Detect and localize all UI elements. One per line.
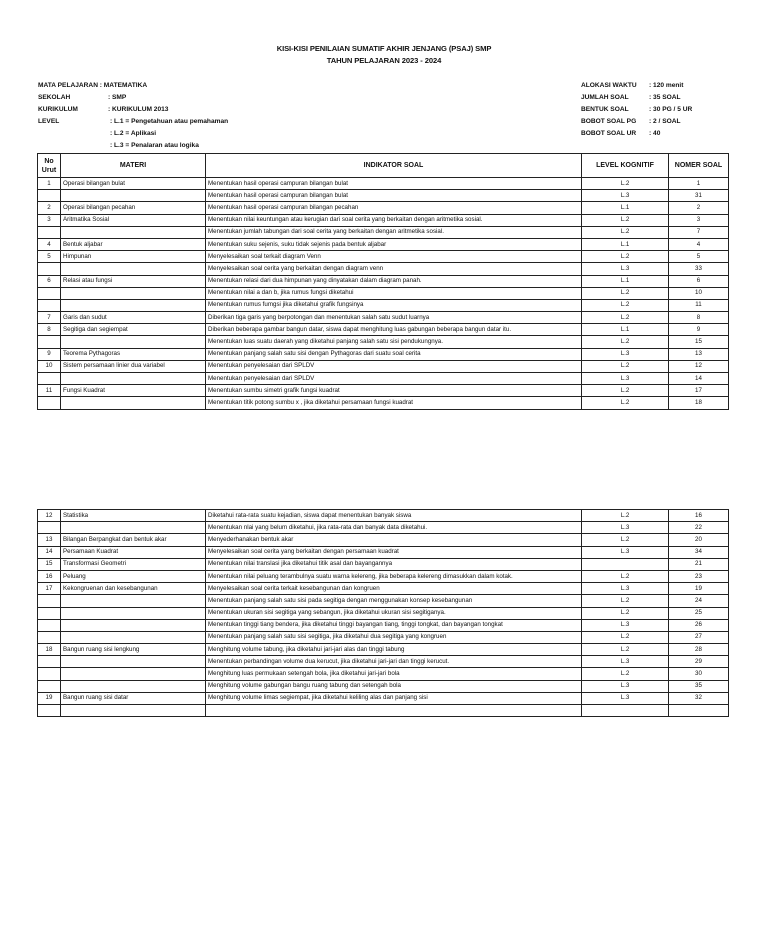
row-indikator: Menentukan hasil operasi campuran bilangan pecahan [206, 202, 582, 214]
row-nomer-soal: 11 [669, 299, 729, 311]
sekolah-label: SEKOLAH [38, 94, 71, 101]
row-number [38, 656, 61, 668]
table-row [38, 619, 729, 631]
table-row [38, 385, 729, 397]
jumlah-soal-label: JUMLAH SOAL [581, 94, 629, 101]
row-number: 6 [38, 275, 61, 287]
row-nomer-soal: 34 [669, 546, 729, 558]
row-number [38, 190, 61, 202]
row-indikator: Menyelesaikan soal cerita terkait kesebangunan dan kongruen [206, 583, 582, 595]
table-1-body [38, 178, 729, 410]
row-nomer-soal: 31 [669, 190, 729, 202]
row-materi [61, 668, 206, 680]
table-row [38, 680, 729, 692]
row-level: L.2 [582, 534, 669, 546]
row-materi: Transformasi Geometri [61, 558, 206, 570]
row-materi: Persamaan Kuadrat [61, 546, 206, 558]
row-nomer-soal: 21 [669, 558, 729, 570]
table-row [38, 631, 729, 643]
row-materi [61, 607, 206, 619]
kisi-kisi-table-2 [37, 509, 729, 717]
row-level: L.2 [582, 226, 669, 238]
table-row [38, 373, 729, 385]
row-nomer-soal: 16 [669, 510, 729, 522]
row-number [38, 299, 61, 311]
row-indikator [206, 705, 582, 717]
row-level: L.3 [582, 348, 669, 360]
table-row [38, 522, 729, 534]
table-2-body [38, 510, 729, 717]
row-materi [61, 522, 206, 534]
row-nomer-soal: 15 [669, 336, 729, 348]
row-level: L.2 [582, 299, 669, 311]
row-materi: Bangun ruang sisi datar [61, 692, 206, 704]
row-nomer-soal: 10 [669, 287, 729, 299]
table-row [38, 570, 729, 582]
row-indikator: Menentukan hasil operasi campuran bilangan bulat [206, 178, 582, 190]
row-indikator: Menentukan panjang salah satu sisi pada segitiga dengan menggunakan konsep kesebangunan [206, 595, 582, 607]
row-number: 2 [38, 202, 61, 214]
row-number [38, 705, 61, 717]
row-nomer-soal: 18 [669, 397, 729, 409]
table-row [38, 692, 729, 704]
row-materi: Himpunan [61, 251, 206, 263]
table-row [38, 178, 729, 190]
row-materi [61, 190, 206, 202]
bentuk-soal-label: BENTUK SOAL [581, 106, 629, 113]
row-nomer-soal: 28 [669, 644, 729, 656]
row-materi [61, 226, 206, 238]
row-level: L.2 [582, 251, 669, 263]
row-indikator: Diberikan beberapa gambar bangun datar, siswa dapat menghitung luas gabungan beberapa bangun datar itu. [206, 324, 582, 336]
bobot-pg-label: BOBOT SOAL PG [581, 118, 637, 125]
table-row [38, 299, 729, 311]
row-indikator: Menentukan nlai yang belum diketahui, jika rata-rata dan banyak data diketahui. [206, 522, 582, 534]
kurikulum-value: : KURIKULUM 2013 [108, 106, 169, 113]
table-row [38, 668, 729, 680]
row-indikator: Menentukan ukuran sisi segitiga yang sebangun, jika diketahui ukuran sisi segitiganya. [206, 607, 582, 619]
table-row [38, 238, 729, 250]
row-level: L.2 [582, 570, 669, 582]
row-indikator: Menentukan nilai a dan b, jika rumus fungsi diketahui [206, 287, 582, 299]
table-row [38, 510, 729, 522]
row-indikator: Diketahui rata-rata suatu kejadian, siswa dapat menentukan banyak siswa [206, 510, 582, 522]
row-materi [61, 619, 206, 631]
row-number [38, 373, 61, 385]
row-indikator: Menentukan jumlah tabungan dari soal cerita yang berkaitan dengan aritmetika sosial. [206, 226, 582, 238]
row-level: L.2 [582, 312, 669, 324]
row-nomer-soal: 8 [669, 312, 729, 324]
row-level: L.3 [582, 190, 669, 202]
table-row [38, 583, 729, 595]
row-nomer-soal: 4 [669, 238, 729, 250]
row-indikator: Menentukan luas suatu daerah yang diketahui panjang salah satu sisi pendukungnya. [206, 336, 582, 348]
table-row [38, 263, 729, 275]
table-row [38, 607, 729, 619]
row-level: L.2 [582, 385, 669, 397]
row-level: L.3 [582, 692, 669, 704]
row-indikator: Menghitung volume gabungan bangu ruang tabung dan setengah bola [206, 680, 582, 692]
row-nomer-soal: 33 [669, 263, 729, 275]
row-materi: Operasi bilangan pecahan [61, 202, 206, 214]
row-level: L.2 [582, 668, 669, 680]
table-row [38, 324, 729, 336]
row-level: L.1 [582, 202, 669, 214]
row-nomer-soal: 27 [669, 631, 729, 643]
row-materi [61, 299, 206, 311]
row-nomer-soal: 20 [669, 534, 729, 546]
level-1-description: : L.1 = Pengetahuan atau pemahaman [110, 118, 229, 125]
row-nomer-soal: 3 [669, 214, 729, 226]
row-level: L.3 [582, 619, 669, 631]
col-header-level: LEVEL KOGNITIF [582, 154, 669, 178]
row-materi: Aritmatika Sosial [61, 214, 206, 226]
row-level: L.1 [582, 324, 669, 336]
row-level: L.2 [582, 644, 669, 656]
row-nomer-soal [669, 705, 729, 717]
row-number [38, 397, 61, 409]
table-row [38, 656, 729, 668]
row-number [38, 607, 61, 619]
table-row [38, 595, 729, 607]
table-header-row [38, 154, 729, 178]
row-number: 7 [38, 312, 61, 324]
row-indikator: Menyelesaikan soal cerita yang berkaitan dengan persamaan kuadrat [206, 546, 582, 558]
row-indikator: Menentukan penyelesaian dari SPLDV [206, 373, 582, 385]
row-materi: Teorema Pythagoras [61, 348, 206, 360]
row-number [38, 631, 61, 643]
alokasi-waktu-label: ALOKASI WAKTU [581, 82, 637, 89]
row-number [38, 336, 61, 348]
table-row [38, 644, 729, 656]
row-level: L.2 [582, 397, 669, 409]
row-number: 13 [38, 534, 61, 546]
row-number: 12 [38, 510, 61, 522]
row-level: L.3 [582, 263, 669, 275]
row-materi: Bangun ruang sisi lengkung [61, 644, 206, 656]
row-materi: Kekongruenan dan kesebangunan [61, 583, 206, 595]
row-level: L.3 [582, 373, 669, 385]
row-nomer-soal: 35 [669, 680, 729, 692]
level-3-description: : L.3 = Penalaran atau logika [110, 142, 199, 149]
row-nomer-soal: 19 [669, 583, 729, 595]
table-row [38, 251, 729, 263]
row-materi [61, 595, 206, 607]
row-materi [61, 705, 206, 717]
row-materi: Fungsi Kuadrat [61, 385, 206, 397]
row-level: L.2 [582, 178, 669, 190]
row-indikator: Menentukan perbandingan volume dua kerucut, jika diketahui jari-jari dan tinggi kerucut. [206, 656, 582, 668]
document-subtitle: TAHUN PELAJARAN 2023 - 2024 [326, 56, 442, 65]
row-indikator: Menentukan suku sejenis, suku tidak sejenis pada bentuk aljabar [206, 238, 582, 250]
col-header-nomer: NOMER SOAL [669, 154, 729, 178]
table-row [38, 202, 729, 214]
row-nomer-soal: 5 [669, 251, 729, 263]
row-level: L.1 [582, 275, 669, 287]
row-materi: Garis dan sudut [61, 312, 206, 324]
row-materi [61, 397, 206, 409]
row-nomer-soal: 12 [669, 360, 729, 372]
row-level: L.2 [582, 287, 669, 299]
row-nomer-soal: 23 [669, 570, 729, 582]
mapel-label: MATA PELAJARAN : MATEMATIKA [38, 82, 148, 89]
row-level: L.2 [582, 510, 669, 522]
row-indikator: Menentukan panjang salah satu sisi dengan Pythagoras dari suatu soal cerita [206, 348, 582, 360]
row-nomer-soal: 25 [669, 607, 729, 619]
row-materi [61, 373, 206, 385]
row-indikator: Diberikan tiga garis yang berpotongan dan menentukan salah satu sudut luarnya [206, 312, 582, 324]
level-label: LEVEL [38, 118, 60, 125]
row-indikator: Menentukan rumus fumgsi jika diketahui grafik fungsinya [206, 299, 582, 311]
row-nomer-soal: 24 [669, 595, 729, 607]
row-number: 3 [38, 214, 61, 226]
row-number [38, 263, 61, 275]
row-indikator: Menyederhanakan bentuk akar [206, 534, 582, 546]
row-materi [61, 287, 206, 299]
row-materi [61, 263, 206, 275]
row-nomer-soal: 30 [669, 668, 729, 680]
table-row [38, 312, 729, 324]
row-nomer-soal: 26 [669, 619, 729, 631]
row-materi: Bilangan Berpangkat dan bentuk akar [61, 534, 206, 546]
table-row [38, 190, 729, 202]
table-row [38, 534, 729, 546]
row-materi [61, 656, 206, 668]
row-nomer-soal: 7 [669, 226, 729, 238]
row-number: 1 [38, 178, 61, 190]
row-number [38, 522, 61, 534]
table-row [38, 275, 729, 287]
row-level: L.2 [582, 336, 669, 348]
sekolah-value: : SMP [108, 94, 127, 101]
table-row [38, 287, 729, 299]
bobot-ur-label: BOBOT SOAL UR [581, 130, 637, 137]
row-nomer-soal: 29 [669, 656, 729, 668]
row-nomer-soal: 2 [669, 202, 729, 214]
row-number: 8 [38, 324, 61, 336]
row-level: L.2 [582, 360, 669, 372]
row-number [38, 680, 61, 692]
bentuk-soal-value: : 30 PG / 5 UR [649, 106, 693, 113]
row-level: L.2 [582, 214, 669, 226]
row-materi: Operasi bilangan bulat [61, 178, 206, 190]
row-indikator: Menentukan panjang salah satu sisi segitiga, jika diketahui dua segitiga yang kongruen [206, 631, 582, 643]
kisi-kisi-table-1 [37, 153, 729, 410]
row-nomer-soal: 32 [669, 692, 729, 704]
row-number: 16 [38, 570, 61, 582]
table-row [38, 226, 729, 238]
row-number: 11 [38, 385, 61, 397]
row-indikator: Menentukan nilai translasi jika diketahui titik asal dan bayangannya [206, 558, 582, 570]
jumlah-soal-value: : 35 SOAL [649, 94, 681, 101]
row-indikator: Menyelesaikan soal terkait diagram Venn [206, 251, 582, 263]
row-materi [61, 631, 206, 643]
table-row [38, 558, 729, 570]
table-row [38, 214, 729, 226]
row-number: 5 [38, 251, 61, 263]
row-materi: Segitiga dan segiempat [61, 324, 206, 336]
row-number: 18 [38, 644, 61, 656]
row-nomer-soal: 9 [669, 324, 729, 336]
row-indikator: Menentukan nilai keuntungan atau kerugian dari soal cerita yang berkaitan dengan aritmetika sosial. [206, 214, 582, 226]
row-level [582, 558, 669, 570]
row-number: 10 [38, 360, 61, 372]
row-level: L.3 [582, 522, 669, 534]
row-number: 9 [38, 348, 61, 360]
kurikulum-label: KURIKULUM [38, 106, 78, 113]
table-row [38, 336, 729, 348]
row-indikator: Menentukan hasil operasi campuran bilangan bulat [206, 190, 582, 202]
row-level [582, 705, 669, 717]
row-indikator: Menghitung volume limas segiempat, jika diketahui keliling alas dan panjang sisi [206, 692, 582, 704]
table-row [38, 360, 729, 372]
row-number [38, 619, 61, 631]
row-indikator: Menentukan penyelesaian dari SPLDV [206, 360, 582, 372]
row-level: L.3 [582, 656, 669, 668]
bobot-pg-value: : 2 / SOAL [649, 118, 681, 125]
row-indikator: Menentukan sumbu simetri grafik fungsi kuadrat [206, 385, 582, 397]
row-materi: Peluang [61, 570, 206, 582]
row-indikator: Menentukan relasi dari dua himpunan yang dinyatakan dalam diagram panah. [206, 275, 582, 287]
row-number [38, 226, 61, 238]
row-materi: Bentuk aljabar [61, 238, 206, 250]
row-indikator: Menentukan nilai peluang terambulnya suatu warna kelereng, jika beberapa kelereng dimasukkan dalam kotak. [206, 570, 582, 582]
row-nomer-soal: 13 [669, 348, 729, 360]
row-level: L.2 [582, 607, 669, 619]
row-number: 19 [38, 692, 61, 704]
row-number: 15 [38, 558, 61, 570]
row-level: L.3 [582, 583, 669, 595]
row-level: L.2 [582, 595, 669, 607]
row-indikator: Menentukan tinggi tiang bendera, jika diketahui tinggi bayangan tiang, tinggi tongkat, dan bayangan tongkat [206, 619, 582, 631]
row-materi: Relasi atau fungsi [61, 275, 206, 287]
col-header-no: No Urut [38, 154, 61, 178]
row-nomer-soal: 1 [669, 178, 729, 190]
row-number: 4 [38, 238, 61, 250]
row-nomer-soal: 6 [669, 275, 729, 287]
row-indikator: Menghitung volume tabung, jika diketahui jari-jari alas dan tinggi tabung [206, 644, 582, 656]
table-row [38, 546, 729, 558]
row-level: L.3 [582, 680, 669, 692]
bobot-ur-value: : 40 [649, 130, 661, 137]
col-header-materi: MATERI [61, 154, 206, 178]
row-number [38, 287, 61, 299]
row-level: L.3 [582, 546, 669, 558]
row-indikator: Menghitung luas permukaan setengah bola, jika diketahui jari-jari bola [206, 668, 582, 680]
row-nomer-soal: 17 [669, 385, 729, 397]
row-materi: Statistika [61, 510, 206, 522]
document-title: KISI-KISI PENILAIAN SUMATIF AKHIR JENJANG (PSAJ) SMP [276, 44, 492, 53]
level-2-description: : L.2 = Aplikasi [110, 130, 157, 137]
row-level: L.1 [582, 238, 669, 250]
row-nomer-soal: 14 [669, 373, 729, 385]
alokasi-waktu-value: : 120 menit [649, 82, 684, 89]
row-materi [61, 336, 206, 348]
table-row [38, 397, 729, 409]
row-level: L.2 [582, 631, 669, 643]
row-materi: Sistem persamaan linier dua variabel [61, 360, 206, 372]
row-nomer-soal: 22 [669, 522, 729, 534]
row-indikator: Menentukan titik potong sumbu x , jika diketahui persamaan fungsi kuadrat [206, 397, 582, 409]
table-row [38, 348, 729, 360]
row-number [38, 668, 61, 680]
table-row [38, 705, 729, 717]
row-number [38, 595, 61, 607]
row-materi [61, 680, 206, 692]
row-number: 14 [38, 546, 61, 558]
row-number: 17 [38, 583, 61, 595]
row-indikator: Menyelesaikan soal cerita yang berkaitan dengan diagram venn [206, 263, 582, 275]
col-header-indikator: INDIKATOR SOAL [206, 154, 582, 178]
